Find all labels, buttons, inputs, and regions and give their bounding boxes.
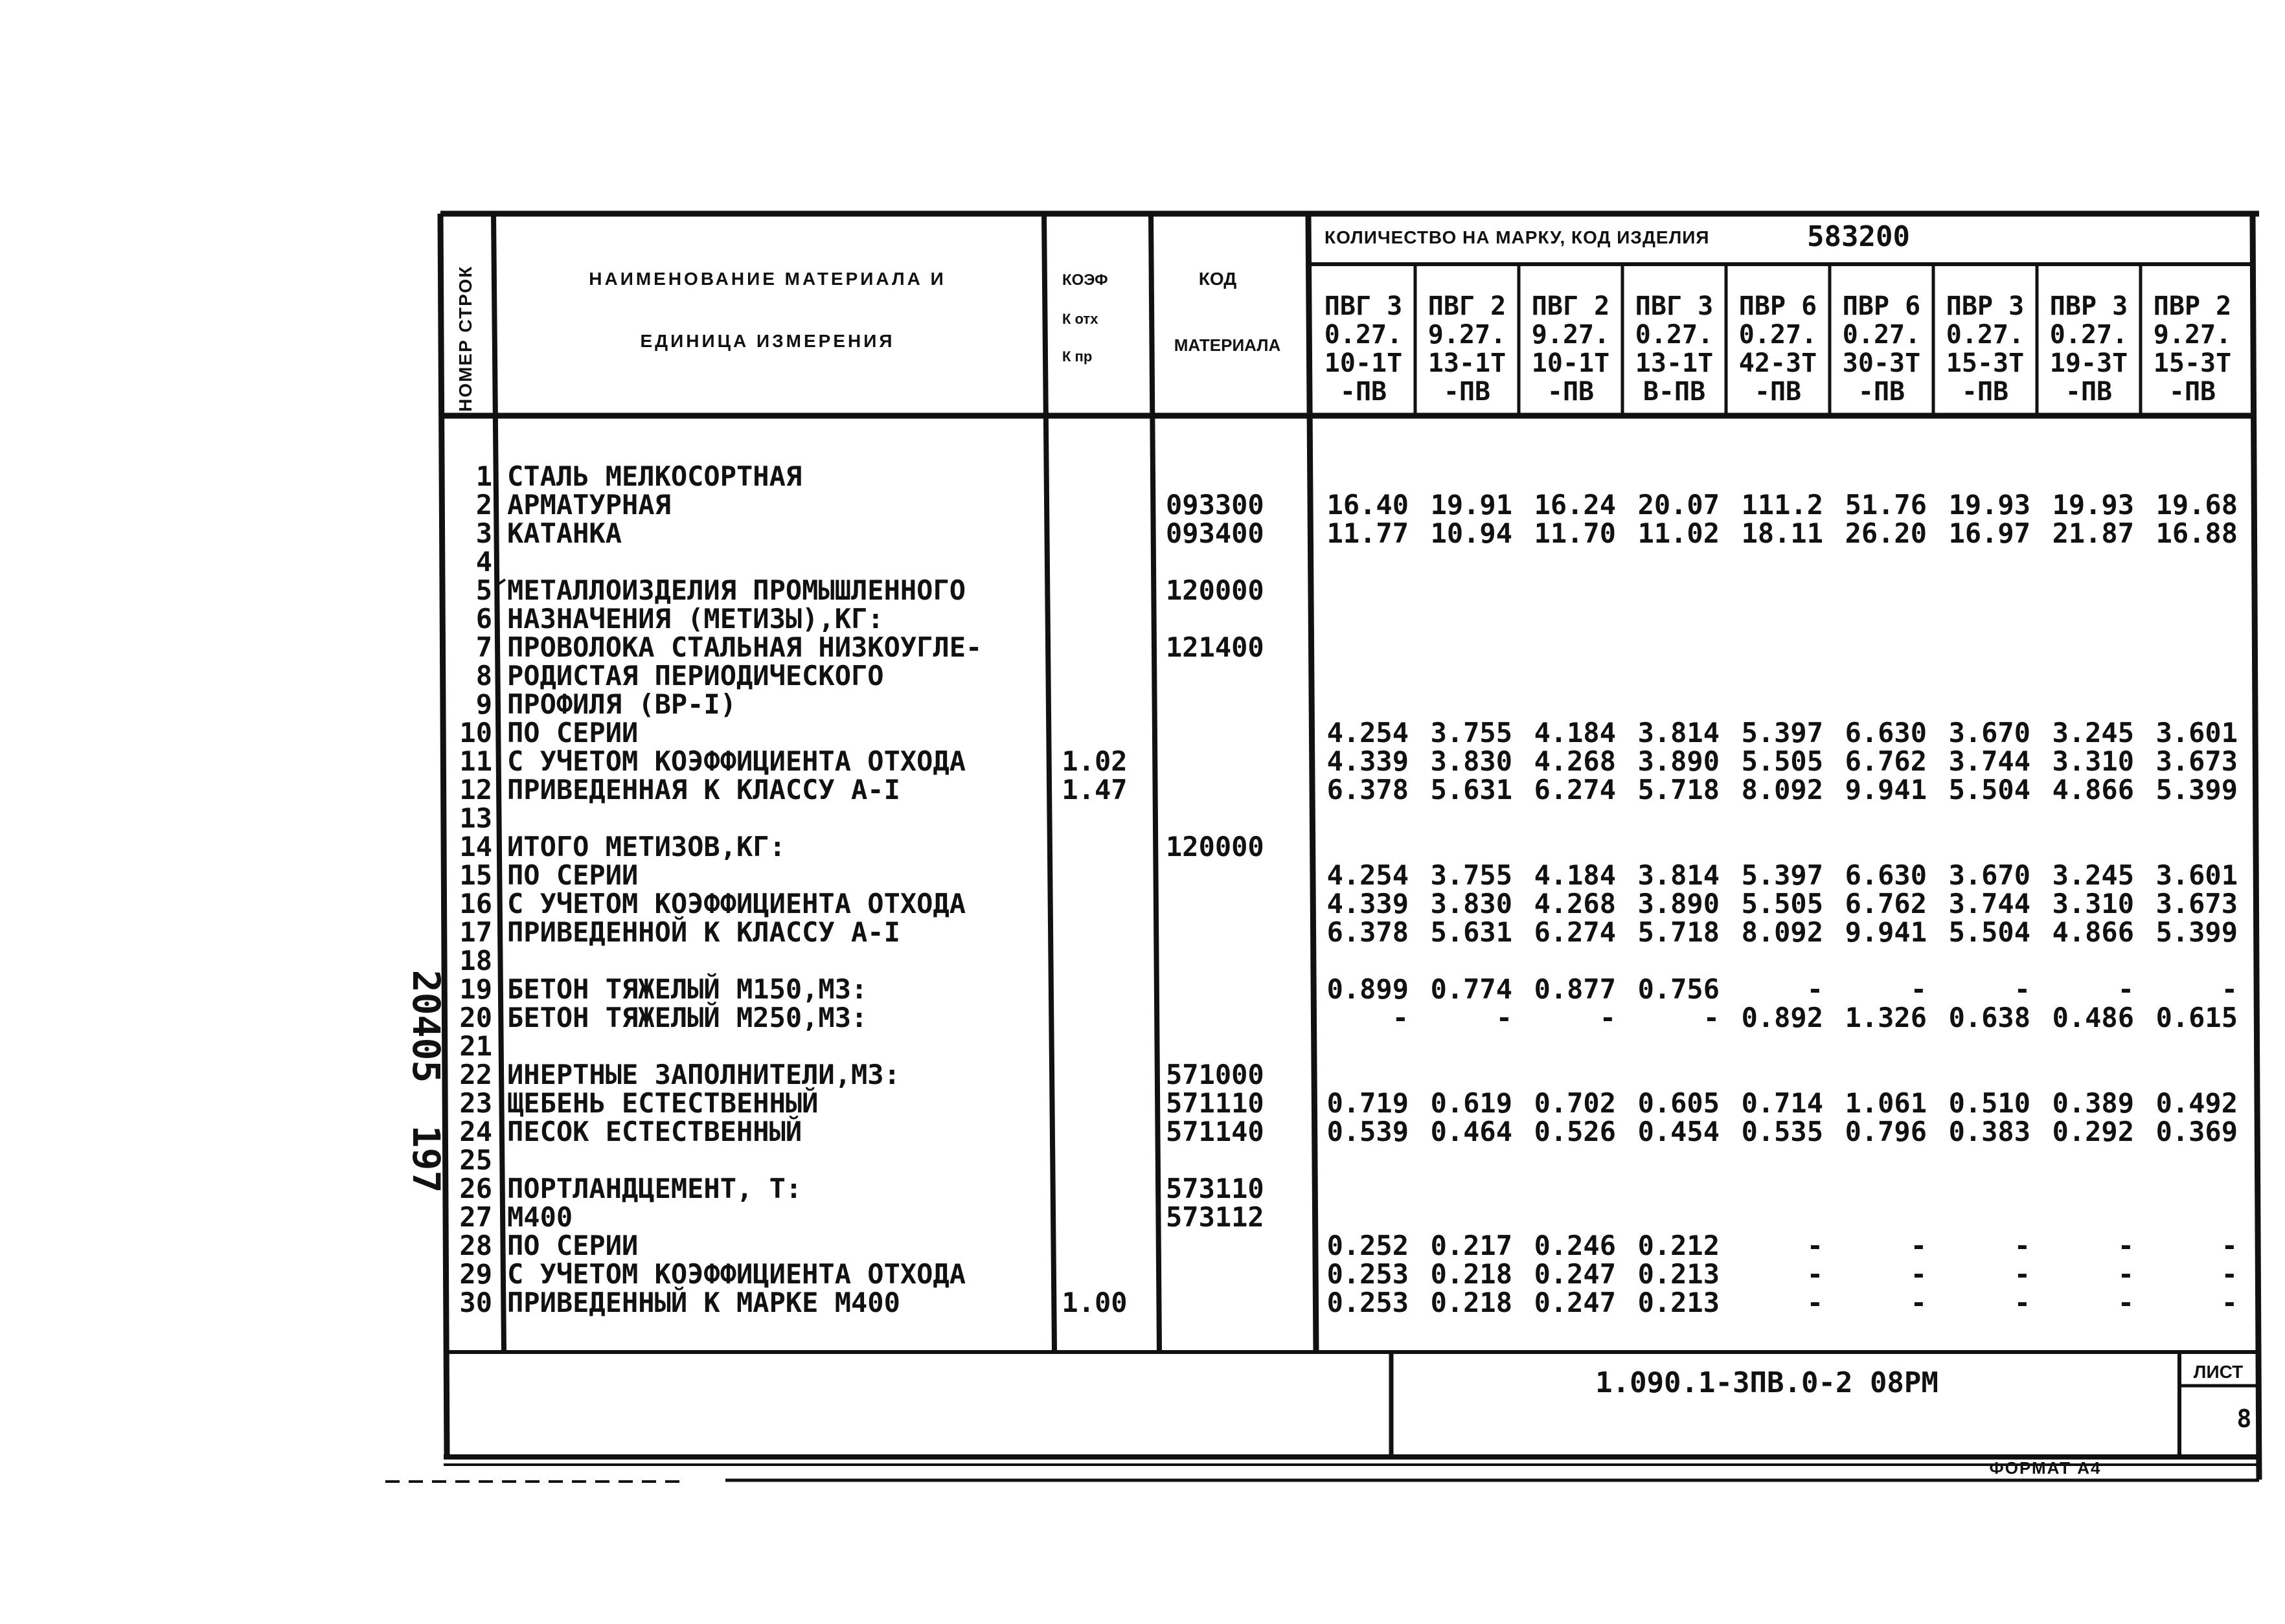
quantity-cell: 0.218 [1430, 1258, 1512, 1290]
quantity-cell: 6.762 [1845, 745, 1927, 777]
quantity-cell: 5.399 [2155, 916, 2238, 948]
quantity-cell: 0.213 [1637, 1287, 1720, 1318]
quantity-cell: 0.369 [2155, 1116, 2238, 1147]
material-code: 093400 [1166, 517, 1264, 549]
material-name: М400 [507, 1201, 573, 1233]
quantity-cell: 6.378 [1326, 774, 1409, 806]
material-name: НАЗНАЧЕНИЯ (МЕТИЗЫ),КГ: [507, 603, 884, 635]
product-column-4-line-1: ПВГ 3 [1635, 291, 1714, 321]
quantity-cell: 5.397 [1741, 859, 1823, 891]
quantity-cell: - [2014, 1230, 2030, 1261]
row-number: 9 [475, 688, 492, 720]
product-column-5-line-1: ПВР 6 [1738, 291, 1817, 321]
row-number: 18 [459, 945, 492, 976]
material-name: БЕТОН ТЯЖЕЛЫЙ М150,М3: [507, 973, 868, 1005]
quantity-cell: 0.247 [1534, 1287, 1616, 1318]
row-number: 28 [459, 1230, 492, 1261]
material-name: ПРИВЕДЕННЫЙ К МАРКЕ М400 [507, 1287, 900, 1318]
header-qty-title: КОЛИЧЕСТВО НА МАРКУ, КОД ИЗДЕЛИЯ [1324, 227, 1710, 247]
material-name: МЕТАЛЛОИЗДЕЛИЯ ПРОМЫШЛЕННОГО [507, 574, 966, 606]
row-number: 10 [459, 717, 492, 749]
product-column-8-line-1: ПВР 3 [2049, 291, 2128, 321]
product-column-9-line-1: ПВР 2 [2153, 291, 2232, 321]
product-column-1-line-1: ПВГ 3 [1324, 291, 1403, 321]
product-column-9-line-4: -ПВ [2168, 377, 2216, 407]
product-column-6-line-4: -ПВ [1858, 377, 1905, 407]
material-name: ПОРТЛАНДЦЕМЕНТ, Т: [507, 1173, 802, 1204]
table-body [459, 460, 2238, 1318]
quantity-cell: - [1910, 1287, 1927, 1318]
quantity-cell: 0.217 [1430, 1230, 1512, 1261]
product-column-6-line-1: ПВР 6 [1842, 291, 1921, 321]
quantity-cell: 5.504 [1948, 774, 2030, 806]
header-coef-line2: К отх [1062, 311, 1098, 327]
quantity-cell: - [2117, 1287, 2134, 1318]
quantity-cell: - [1495, 1002, 1512, 1033]
coefficient: 1.47 [1062, 774, 1128, 806]
product-column-9-line-2: 9.27. [2153, 320, 2232, 350]
quantity-cell: 6.274 [1534, 774, 1616, 806]
quantity-cell: 0.213 [1637, 1258, 1720, 1290]
quantity-cell: 0.719 [1326, 1087, 1409, 1119]
quantity-cell: 0.526 [1534, 1116, 1616, 1147]
quantity-cell: 0.774 [1430, 973, 1512, 1005]
quantity-cell: 4.339 [1326, 745, 1409, 777]
quantity-cell: 10.94 [1430, 517, 1512, 549]
quantity-cell: 19.68 [2155, 489, 2238, 521]
row-number: 6 [475, 603, 492, 635]
quantity-cell: 3.890 [1637, 888, 1720, 919]
quantity-cell: 0.492 [2155, 1087, 2238, 1119]
quantity-cell: 0.714 [1741, 1087, 1823, 1119]
quantity-cell: 16.40 [1326, 489, 1409, 521]
product-column-7-line-1: ПВР 3 [1946, 291, 2025, 321]
quantity-cell: 5.631 [1430, 774, 1512, 806]
quantity-cell: 3.310 [2052, 745, 2134, 777]
material-code: 120000 [1166, 574, 1264, 606]
quantity-cell: - [2221, 1258, 2238, 1290]
quantity-cell: 5.505 [1741, 888, 1823, 919]
product-column-5-line-4: -ПВ [1754, 377, 1802, 407]
quantity-cell: 4.254 [1326, 859, 1409, 891]
quantity-cell: - [1703, 1002, 1720, 1033]
quantity-cell: 3.755 [1430, 717, 1512, 749]
quantity-cell: 3.890 [1637, 745, 1720, 777]
quantity-cell: 0.899 [1326, 973, 1409, 1005]
quantity-cell: 3.814 [1637, 859, 1720, 891]
quantity-cell: 3.755 [1430, 859, 1512, 891]
header-code-line1: КОД [1198, 269, 1237, 289]
quantity-cell: 0.212 [1637, 1230, 1720, 1261]
material-name: БЕТОН ТЯЖЕЛЫЙ М250,М3: [507, 1002, 868, 1033]
row-number: 22 [459, 1059, 492, 1090]
quantity-cell: 0.383 [1948, 1116, 2030, 1147]
product-column-5-line-3: 42-3Т [1738, 348, 1817, 378]
product-column-8-line-4: -ПВ [2065, 377, 2113, 407]
quantity-cell: 0.510 [1948, 1087, 2030, 1119]
row-number: 14 [459, 831, 492, 863]
quantity-cell: 19.91 [1430, 489, 1512, 521]
quantity-cell: 9.941 [1845, 774, 1927, 806]
quantity-cell: 0.247 [1534, 1258, 1616, 1290]
quantity-cell: 0.796 [1845, 1116, 1927, 1147]
quantity-cell: 18.11 [1741, 517, 1823, 549]
quantity-cell: 0.877 [1534, 973, 1616, 1005]
product-column-3-line-4: -ПВ [1547, 377, 1595, 407]
quantity-cell: 5.397 [1741, 717, 1823, 749]
material-name: ИНЕРТНЫЕ ЗАПОЛНИТЕЛИ,М3: [507, 1059, 900, 1090]
quantity-cell: 16.88 [2155, 517, 2238, 549]
material-code: 571110 [1166, 1087, 1264, 1119]
quantity-cell: 4.268 [1534, 745, 1616, 777]
quantity-cell: 11.02 [1637, 517, 1720, 549]
quantity-cell: 20.07 [1637, 489, 1720, 521]
product-column-1-line-2: 0.27. [1324, 320, 1403, 350]
product-column-7-line-3: 15-3Т [1946, 348, 2025, 378]
quantity-cell: 16.97 [1948, 517, 2030, 549]
quantity-cell: 19.93 [2052, 489, 2134, 521]
product-code: 583200 [1807, 220, 1910, 253]
quantity-cell: 5.631 [1430, 916, 1512, 948]
product-column-6-line-2: 0.27. [1842, 320, 1921, 350]
product-column-2-line-1: ПВГ 2 [1427, 291, 1506, 321]
quantity-cell: - [2221, 1230, 2238, 1261]
row-number: 29 [459, 1258, 492, 1290]
document-code: 1.090.1-3ПВ.0-2 08РМ [1595, 1366, 1938, 1399]
material-code: 121400 [1166, 631, 1264, 663]
product-column-4-line-2: 0.27. [1635, 320, 1714, 350]
quantity-cell: 0.702 [1534, 1087, 1616, 1119]
row-number: 19 [459, 973, 492, 1005]
quantity-cell: 0.892 [1741, 1002, 1823, 1033]
header-coef-line3: К пр [1062, 348, 1093, 365]
quantity-cell: 16.24 [1534, 489, 1616, 521]
material-code: 571000 [1166, 1059, 1264, 1090]
material-code: 093300 [1166, 489, 1264, 521]
quantity-cell: - [1806, 973, 1823, 1005]
quantity-cell: 21.87 [2052, 517, 2134, 549]
title-block [1595, 1362, 2251, 1478]
header-coef-line1: КОЭФ [1062, 271, 1108, 289]
quantity-cell: 3.673 [2155, 888, 2238, 919]
row-number: 7 [475, 631, 492, 663]
quantity-cell: 0.454 [1637, 1116, 1720, 1147]
quantity-cell: 3.670 [1948, 859, 2030, 891]
quantity-cell: 4.184 [1534, 859, 1616, 891]
quantity-cell: 4.866 [2052, 774, 2134, 806]
row-number: 11 [459, 745, 492, 777]
quantity-cell: 5.505 [1741, 745, 1823, 777]
quantity-cell: 0.486 [2052, 1002, 2134, 1033]
product-column-1-line-3: 10-1Т [1324, 348, 1403, 378]
product-column-4-line-3: 13-1Т [1635, 348, 1714, 378]
product-column-2-line-4: -ПВ [1443, 377, 1491, 407]
product-column-3-line-3: 10-1Т [1531, 348, 1610, 378]
quantity-cell: 6.378 [1326, 916, 1409, 948]
archive-number: 20405 [404, 969, 448, 1083]
quantity-cell: 4.184 [1534, 717, 1616, 749]
quantity-cell: 3.670 [1948, 717, 2030, 749]
quantity-cell: 0.619 [1430, 1087, 1512, 1119]
material-name: ПРОФИЛЯ (ВР-I) [507, 688, 737, 720]
material-name: ИТОГО МЕТИЗОВ,КГ: [507, 831, 786, 863]
row-number: 17 [459, 916, 492, 948]
material-name: ПО СЕРИИ [507, 717, 639, 749]
quantity-cell: 5.718 [1637, 916, 1720, 948]
quantity-cell: - [2014, 1287, 2030, 1318]
product-column-7-line-2: 0.27. [1946, 320, 2025, 350]
header-name-line1: НАИМЕНОВАНИЕ МАТЕРИАЛА И [589, 269, 946, 289]
material-name: С УЧЕТОМ КОЭФФИЦИЕНТА ОТХОДА [507, 1258, 966, 1290]
row-number: 12 [459, 774, 492, 806]
quantity-cell: 3.245 [2052, 717, 2134, 749]
quantity-cell: 0.292 [2052, 1116, 2134, 1147]
quantity-cell: 4.339 [1326, 888, 1409, 919]
product-column-7-line-4: -ПВ [1961, 377, 2009, 407]
row-number: 3 [475, 517, 492, 549]
row-number: 30 [459, 1287, 492, 1318]
quantity-cell: 5.399 [2155, 774, 2238, 806]
material-name: ПО СЕРИИ [507, 1230, 639, 1261]
quantity-cell: - [2221, 1287, 2238, 1318]
quantity-cell: 3.744 [1948, 888, 2030, 919]
quantity-cell: 11.77 [1326, 517, 1409, 549]
row-number: 13 [459, 802, 492, 834]
row-number: 5 [475, 574, 492, 606]
quantity-cell: 5.718 [1637, 774, 1720, 806]
material-name: ПО СЕРИИ [507, 859, 639, 891]
material-code: 571140 [1166, 1116, 1264, 1147]
quantity-cell: 4.866 [2052, 916, 2134, 948]
row-number: 26 [459, 1173, 492, 1204]
quantity-cell: - [2014, 1258, 2030, 1290]
material-name: ПРИВЕДЕННАЯ К КЛАССУ А-I [507, 774, 900, 806]
material-name: СТАЛЬ МЕЛКОСОРТНАЯ [507, 460, 802, 492]
row-number: 25 [459, 1144, 492, 1176]
product-column-9-line-3: 15-3Т [2153, 348, 2232, 378]
row-number: 21 [459, 1030, 492, 1062]
quantity-cell: 3.673 [2155, 745, 2238, 777]
quantity-cell: - [2117, 1230, 2134, 1261]
quantity-cell: 26.20 [1845, 517, 1927, 549]
margin-notes [404, 970, 448, 1193]
row-number: 2 [475, 489, 492, 521]
quantity-cell: 6.630 [1845, 717, 1927, 749]
product-column-4-line-4: В-ПВ [1643, 377, 1706, 407]
material-name: АРМАТУРНАЯ [507, 489, 671, 521]
quantity-cell: 3.245 [2052, 859, 2134, 891]
quantity-cell: - [1910, 1230, 1927, 1261]
header-row-number: НОМЕР СТРОК [455, 265, 475, 412]
quantity-cell: 3.830 [1430, 745, 1512, 777]
quantity-cell: 0.253 [1326, 1258, 1409, 1290]
row-number: 4 [475, 546, 492, 578]
quantity-cell: 1.326 [1845, 1002, 1927, 1033]
quantity-cell: 0.389 [2052, 1087, 2134, 1119]
quantity-cell: 8.092 [1741, 916, 1823, 948]
product-column-2-line-3: 13-1Т [1427, 348, 1506, 378]
sheet-number: 8 [2236, 1404, 2252, 1433]
row-number: 23 [459, 1087, 492, 1119]
sheet-label: ЛИСТ [2193, 1362, 2244, 1382]
quantity-cell: 3.814 [1637, 717, 1720, 749]
quantity-cell: 6.630 [1845, 859, 1927, 891]
quantity-cell: - [1392, 1002, 1409, 1033]
product-column-2-line-2: 9.27. [1427, 320, 1506, 350]
product-column-6-line-3: 30-3Т [1842, 348, 1921, 378]
material-code: 573112 [1166, 1201, 1264, 1233]
header-code-line2: МАТЕРИАЛА [1174, 335, 1281, 355]
row-number: 8 [475, 660, 492, 692]
quantity-cell: 3.310 [2052, 888, 2134, 919]
quantity-cell: 3.744 [1948, 745, 2030, 777]
quantity-cell: - [1806, 1287, 1823, 1318]
row-number: 15 [459, 859, 492, 891]
quantity-cell: 111.2 [1741, 489, 1823, 521]
material-name: ПРИВЕДЕННОЙ К КЛАССУ А-I [507, 916, 900, 948]
quantity-cell: 0.253 [1326, 1287, 1409, 1318]
quantity-cell: 11.70 [1534, 517, 1616, 549]
material-name: С УЧЕТОМ КОЭФФИЦИЕНТА ОТХОДА [507, 888, 966, 919]
material-name: С УЧЕТОМ КОЭФФИЦИЕНТА ОТХОДА [507, 745, 966, 777]
quantity-cell: 0.218 [1430, 1287, 1512, 1318]
coefficient: 1.00 [1062, 1287, 1128, 1318]
quantity-cell: - [1599, 1002, 1616, 1033]
material-name: ЩЕБЕНЬ ЕСТЕСТВЕННЫЙ [507, 1087, 819, 1119]
row-number: 24 [459, 1116, 492, 1147]
quantity-cell: 0.605 [1637, 1087, 1720, 1119]
quantity-cell: 1.061 [1845, 1087, 1927, 1119]
product-column-8-line-3: 19-3Т [2049, 348, 2128, 378]
quantity-cell: 3.601 [2155, 859, 2238, 891]
quantity-cell: 3.830 [1430, 888, 1512, 919]
quantity-cell: - [1806, 1230, 1823, 1261]
quantity-cell: 6.274 [1534, 916, 1616, 948]
material-code: 573110 [1166, 1173, 1264, 1204]
format-note: ФОРМАТ А4 [1989, 1458, 2102, 1478]
quantity-cell: 4.268 [1534, 888, 1616, 919]
product-column-1-line-4: -ПВ [1339, 377, 1387, 407]
row-number: 20 [459, 1002, 492, 1033]
quantity-cell: - [1910, 1258, 1927, 1290]
quantity-cell: 0.638 [1948, 1002, 2030, 1033]
quantity-cell: 0.615 [2155, 1002, 2238, 1033]
quantity-cell: 51.76 [1845, 489, 1927, 521]
quantity-cell: 3.601 [2155, 717, 2238, 749]
row-number: 16 [459, 888, 492, 919]
product-column-8-line-2: 0.27. [2049, 320, 2128, 350]
quantity-cell: - [1806, 1258, 1823, 1290]
quantity-cell: 0.246 [1534, 1230, 1616, 1261]
page-number: 197 [404, 1125, 448, 1193]
quantity-cell: - [2117, 1258, 2134, 1290]
quantity-cell: 9.941 [1845, 916, 1927, 948]
quantity-cell: 0.464 [1430, 1116, 1512, 1147]
row-number: 1 [475, 460, 492, 492]
quantity-cell: 0.535 [1741, 1116, 1823, 1147]
material-name: КАТАНКА [507, 517, 622, 549]
product-column-headers [1324, 291, 2231, 407]
quantity-cell: 0.756 [1637, 973, 1720, 1005]
quantity-cell: 4.254 [1326, 717, 1409, 749]
quantity-cell: 0.539 [1326, 1116, 1409, 1147]
quantity-cell: 19.93 [1948, 489, 2030, 521]
material-name: ПРОВОЛОКА СТАЛЬНАЯ НИЗКОУГЛЕ- [507, 631, 983, 663]
material-name: ПЕСОК ЕСТЕСТВЕННЫЙ [507, 1116, 802, 1147]
header-name-line2: ЕДИНИЦА ИЗМЕРЕНИЯ [640, 331, 895, 351]
quantity-cell: - [1910, 973, 1927, 1005]
quantity-cell: - [2117, 973, 2134, 1005]
quantity-cell: - [2221, 973, 2238, 1005]
quantity-cell: 8.092 [1741, 774, 1823, 806]
coefficient: 1.02 [1062, 745, 1128, 777]
product-column-3-line-1: ПВГ 2 [1531, 291, 1610, 321]
row-number: 27 [459, 1201, 492, 1233]
quantity-cell: 0.252 [1326, 1230, 1409, 1261]
quantity-cell: 6.762 [1845, 888, 1927, 919]
product-column-3-line-2: 9.27. [1531, 320, 1610, 350]
product-column-5-line-2: 0.27. [1738, 320, 1817, 350]
quantity-cell: 5.504 [1948, 916, 2030, 948]
quantity-cell: - [2014, 973, 2030, 1005]
material-code: 120000 [1166, 831, 1264, 863]
material-name: РОДИСТАЯ ПЕРИОДИЧЕСКОГО [507, 660, 884, 692]
